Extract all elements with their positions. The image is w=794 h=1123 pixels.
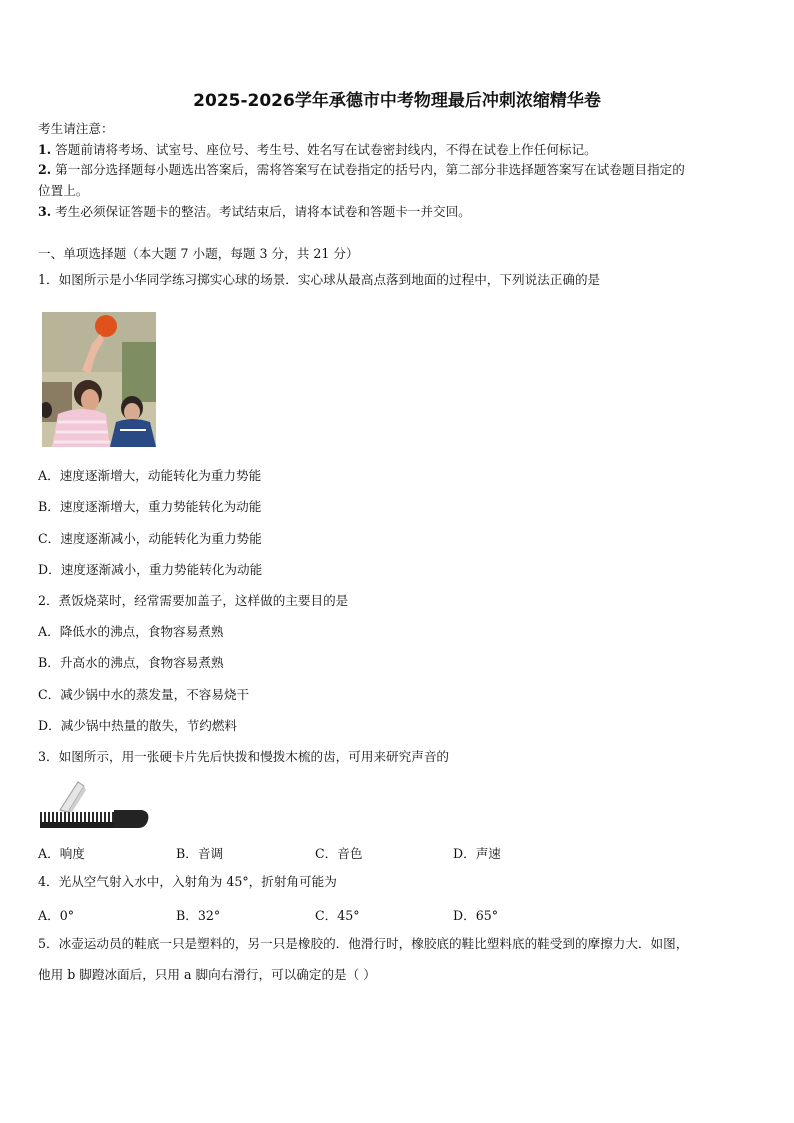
comb-and-card-figure <box>38 776 152 832</box>
q1-option-b: B．速度逐渐增大，重力势能转化为动能 <box>38 499 262 514</box>
notice-item-2: 2. 第一部分选择题每小题选出答案后，需将答案写在试卷指定的括号内，第二部分非选择题答案写在试卷题目指定的 <box>38 162 685 177</box>
notice-item-1: 1. 答题前请将考场、试室号、座位号、考生号、姓名写在试卷密封线内，不得在试卷上作任何标记。 <box>38 142 597 157</box>
q4-option-d: D．65° <box>453 908 499 923</box>
q3-option-b: B．音调 <box>176 846 224 861</box>
q3-option-d: D．声速 <box>453 846 501 861</box>
q1-option-c: C．速度逐渐减小，动能转化为重力势能 <box>38 531 262 546</box>
q2-option-c: C．减少锅中水的蒸发量，不容易烧干 <box>38 687 250 702</box>
question-2-stem: 2．煮饭烧菜时，经常需要加盖子，这样做的主要目的是 <box>38 593 349 608</box>
q1-option-d: D．速度逐渐减小，重力势能转化为动能 <box>38 562 263 577</box>
q4-option-b: B．32° <box>176 908 221 923</box>
question-4-stem: 4．光从空气射入水中，入射角为 45°，折射角可能为 <box>38 874 337 889</box>
shot-put-photo <box>42 312 156 447</box>
notice-item-2-cont: 位置上。 <box>38 183 89 198</box>
notice-item-3: 3. 考生必须保证答题卡的整洁。考试结束后，请将本试卷和答题卡一并交回。 <box>38 204 471 219</box>
question-5-stem-line-2: 他用 b 脚蹬冰面后，只用 a 脚向右滑行，可以确定的是（ ） <box>38 967 376 982</box>
q3-option-c: C．音色 <box>315 846 363 861</box>
exam-title: 2025-2026学年承德市中考物理最后冲刺浓缩精华卷 <box>193 91 601 111</box>
question-5-stem-line-1: 5．冰壶运动员的鞋底一只是塑料的，另一只是橡胶的．他滑行时，橡胶底的鞋比塑料底的鞋受到的摩擦力大．如图， <box>38 936 689 951</box>
q2-option-b: B．升高水的沸点，食物容易煮熟 <box>38 655 224 670</box>
q1-option-a: A．速度逐渐增大，动能转化为重力势能 <box>38 468 262 483</box>
q2-option-a: A．降低水的沸点，食物容易煮熟 <box>38 624 224 639</box>
notice-heading: 考生请注意： <box>38 121 114 136</box>
q4-option-c: C．45° <box>315 908 360 923</box>
question-1-stem: 1．如图所示是小华同学练习掷实心球的场景．实心球从最高点落到地面的过程中，下列说法正确的是 <box>38 272 601 287</box>
q3-option-a: A．响度 <box>38 846 85 861</box>
section-heading: 一、单项选择题（本大题 7 小题，每题 3 分，共 21 分） <box>38 246 359 261</box>
q2-option-d: D．减少锅中热量的散失，节约燃料 <box>38 718 238 733</box>
q4-option-a: A．0° <box>38 908 74 923</box>
question-3-stem: 3．如图所示，用一张硬卡片先后快拨和慢拨木梳的齿，可用来研究声音的 <box>38 749 450 764</box>
